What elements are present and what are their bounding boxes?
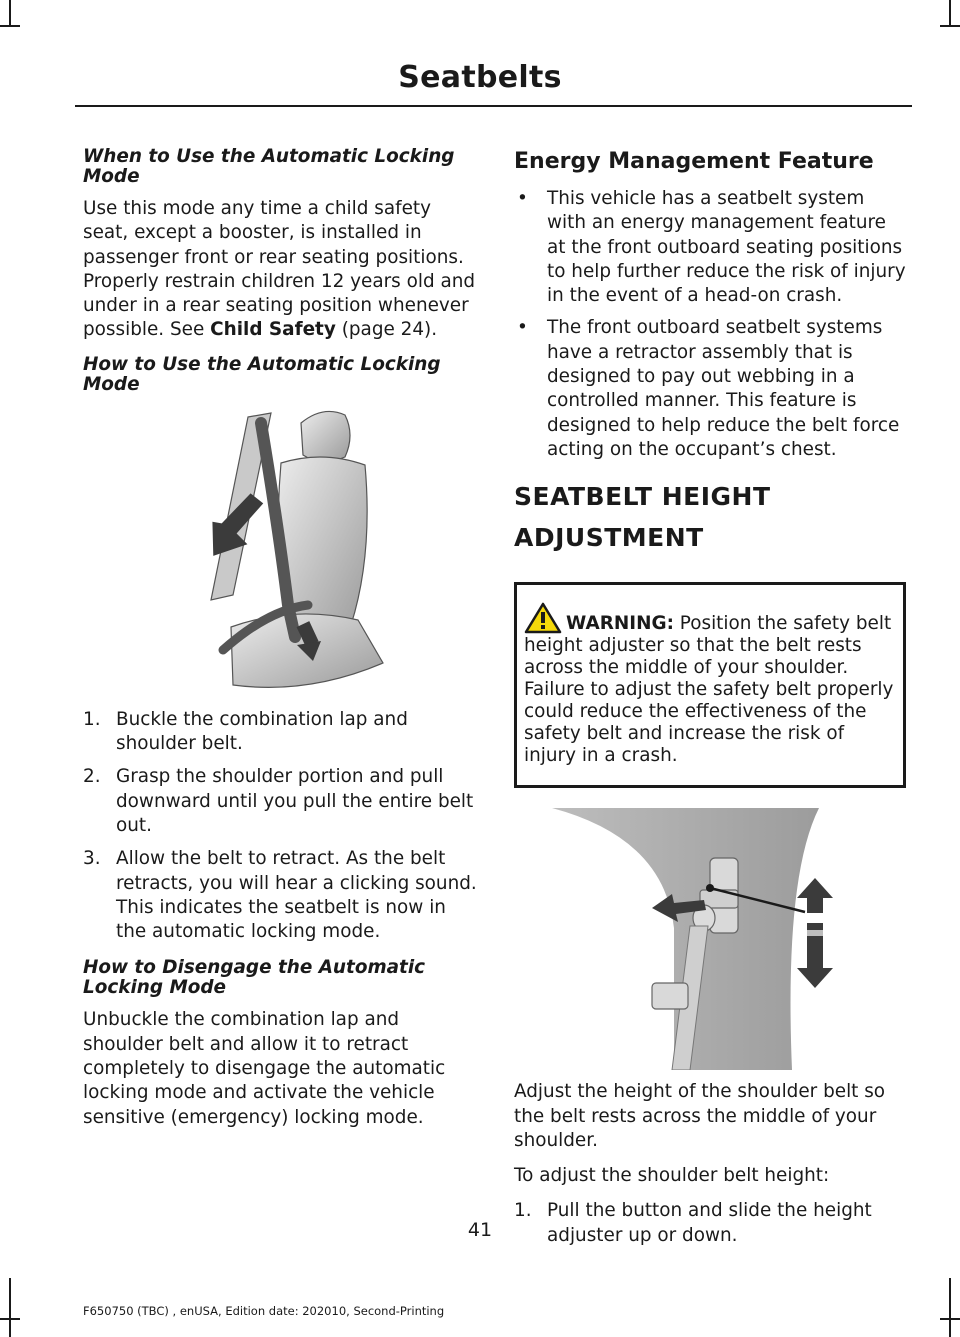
warning-triangle-icon — [524, 602, 562, 634]
warning-label: WARNING: — [566, 613, 674, 635]
subheading-disengage: How to Disengage the Automatic Locking Mode — [83, 957, 426, 999]
crop-mark — [940, 1318, 960, 1320]
list-item — [514, 187, 906, 308]
heading-height-line1: SEATBELT HEIGHT — [514, 482, 771, 512]
step-text: Allow the belt to retract. As the belt retracts, you will hear a clicking sound. This indicates the seatbelt is now in the automatic locking mode. — [116, 848, 477, 943]
height-adjuster-image — [514, 808, 906, 1070]
right-column — [514, 147, 906, 1259]
list-item — [514, 316, 906, 462]
step-number: 3. — [83, 848, 101, 870]
crop-mark — [949, 0, 951, 25]
list-item — [83, 708, 478, 757]
seat-illustration — [83, 405, 478, 700]
crop-mark — [9, 1278, 11, 1337]
heading-energy-management: Energy Management Feature — [514, 149, 874, 174]
up-down-arrow-icon — [797, 878, 833, 988]
step-text: Pull the button and slide the height adjuster up or down. — [547, 1200, 872, 1246]
warning-text: Position the safety belt height adjuster so that the belt rests across the middle of your shoulder. Failure to adjust the safety belt properly could reduce the effectiveness of the safety belt and increase the risk of injury in a crash. — [524, 613, 894, 767]
left-column — [83, 147, 478, 1141]
locking-steps-list — [83, 708, 478, 945]
edition-footer: F650750 (TBC) , enUSA, Edition date: 202010, Second-Printing — [83, 1304, 445, 1318]
subheading-when-to-use: When to Use the Automatic Locking Mode — [83, 146, 455, 187]
list-item — [83, 765, 478, 838]
crop-mark — [0, 25, 20, 27]
subheading-how-to-use: How to Use the Automatic Locking Mode — [83, 353, 441, 395]
warning-box — [514, 582, 906, 788]
paragraph-adjust: Adjust the height of the shoulder belt so the belt rests across the middle of your shoulder. — [514, 1081, 886, 1151]
child-safety-link[interactable]: Child Safety — [210, 319, 336, 341]
crop-mark — [949, 1278, 951, 1337]
heading-height-line2: ADJUSTMENT — [514, 523, 704, 553]
bullet-text: The front outboard seatbelt systems have a retractor assembly that is designed to pay out webbing in a controlled manner. This feature is designed to help reduce the belt force acting on the occupant’s chest. — [547, 317, 900, 460]
paragraph-to-adjust: To adjust the shoulder belt height: — [514, 1165, 830, 1187]
page-reference: (page 24). — [341, 319, 438, 341]
bullet-glyph: • — [517, 317, 528, 339]
header-rule — [75, 105, 912, 107]
page-title: Seatbelts — [398, 60, 562, 95]
paragraph-when-text: Use this mode any time a child safety seat, except a booster, is installed in passenger front or rear seating positions. Properly restrain children 12 years old and under in a rear seating position whenever possible. See — [83, 198, 476, 341]
paragraph-disengage: Unbuckle the combination lap and shoulder belt and allow it to retract completely to disengage the automatic locking mode and activate the vehicle sensitive (emergency) locking mode. — [83, 1009, 446, 1128]
height-adjuster-illustration — [514, 808, 906, 1070]
step-number: 1. — [514, 1200, 532, 1222]
step-number: 2. — [83, 766, 101, 788]
energy-bullets-list — [514, 187, 906, 462]
step-text: Grasp the shoulder portion and pull downward until you pull the entire belt out. — [116, 766, 474, 836]
step-text: Buckle the combination lap and shoulder belt. — [116, 708, 408, 755]
step-number: 1. — [83, 708, 101, 730]
crop-mark — [940, 25, 960, 27]
page-number: 41 — [467, 1219, 493, 1241]
list-item — [83, 847, 478, 944]
bullet-glyph: • — [517, 188, 528, 209]
crop-mark — [9, 0, 11, 25]
seat-image — [83, 405, 478, 700]
paragraph-when-to-use — [83, 197, 478, 343]
crop-mark — [0, 1318, 20, 1320]
bullet-text: This vehicle has a seatbelt system with an energy management feature at the front outboard seating positions to help further reduce the risk of injury in the event of a head-on crash. — [547, 188, 906, 307]
